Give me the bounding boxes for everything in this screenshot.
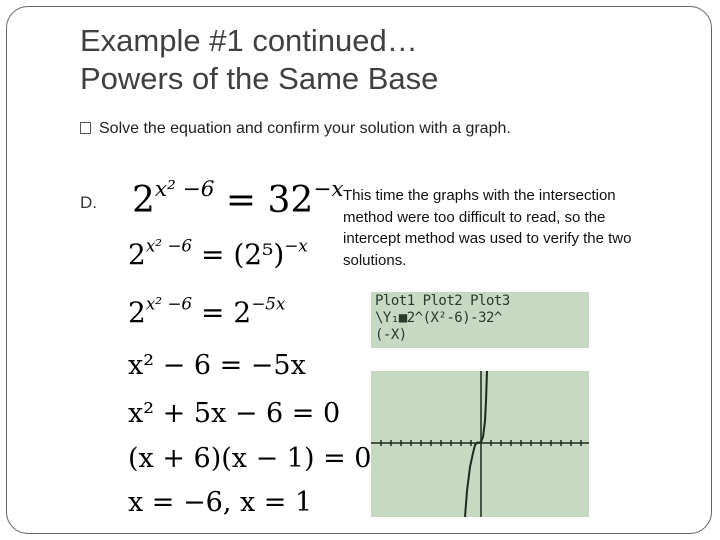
bullet-text: Solve the equation and confirm your solution with a graph. — [99, 120, 511, 137]
graph-svg — [371, 371, 589, 517]
step2-base: 2 — [128, 238, 146, 271]
step1-base: 2 — [132, 180, 155, 221]
step2-exponent: x² −6 — [145, 235, 193, 256]
step3-base: 2 — [128, 296, 146, 329]
step1-exponent: x² −6 — [154, 176, 215, 202]
step3-rhs-exponent: −5x — [251, 293, 286, 314]
bullet-instruction — [80, 120, 511, 138]
equation-step-4: x² − 6 = −5x — [128, 350, 306, 381]
step1-rhs-exponent: −x — [313, 176, 344, 202]
part-label: D. — [80, 193, 97, 212]
step3-rhs: = 2 — [201, 296, 252, 329]
equation-step-3 — [128, 293, 286, 329]
calculator-graph — [371, 371, 589, 517]
equation-step-2 — [128, 235, 308, 271]
equation-step-6: (x + 6)(x − 1) = 0 — [128, 443, 372, 474]
equation-step-7: x = −6, x = 1 — [128, 487, 313, 518]
equation-step-5: x² + 5x − 6 = 0 — [128, 398, 341, 429]
equation-step-1 — [132, 176, 344, 221]
step2-rhs-exponent: −x — [284, 235, 308, 256]
explanation-note: This time the graphs with the intersection method were too difficult to read, so the intercept method was used to verify the two solutions. — [343, 187, 632, 269]
y1-row: \Y₁■2^(X²-6)-32^ — [375, 310, 502, 326]
slide-title — [80, 22, 680, 98]
bullet-square-icon — [80, 122, 91, 134]
title-line-2: Powers of the Same Base — [80, 61, 439, 96]
step3-exponent: x² −6 — [145, 293, 193, 314]
step1-rhs: = 32 — [225, 180, 314, 221]
title-line-1: Example #1 continued… — [80, 23, 418, 58]
plot-row: Plot1 Plot2 Plot3 — [375, 293, 510, 309]
graph-right-branch — [478, 371, 487, 443]
step2-rhs: = (2⁵) — [201, 238, 285, 271]
graph-left-branch — [465, 442, 478, 517]
y1-continuation: (-X) — [375, 327, 407, 343]
calculator-y-editor — [371, 292, 589, 348]
